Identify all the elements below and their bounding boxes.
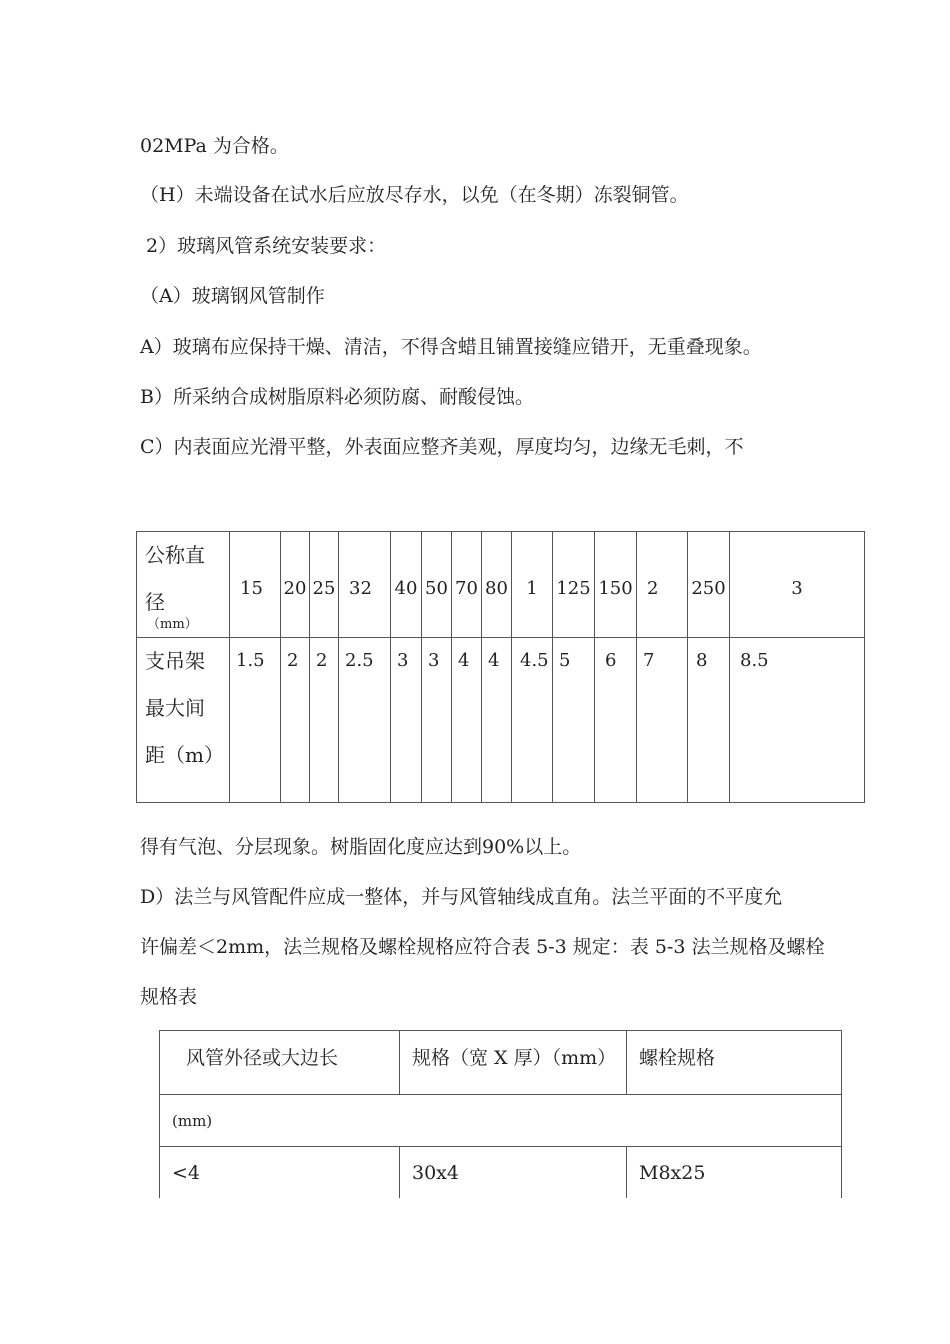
table-cell: <4 — [160, 1147, 400, 1199]
paragraph-line: 2）玻璃风管系统安装要求： — [146, 235, 387, 257]
spacing-cell: 8 — [688, 638, 730, 803]
diameter-cell: 25 — [310, 532, 339, 638]
header-unit: （mm） — [147, 617, 198, 632]
paragraph-line: D）法兰与风管配件应成一整体，并与风管轴线成直角。法兰平面的不平度允 — [140, 886, 783, 908]
support-spacing-table — [136, 531, 865, 803]
spacing-cell: 2 — [281, 638, 310, 803]
spacing-cell: 7 — [637, 638, 688, 803]
table-cell: M8x25 — [627, 1147, 842, 1199]
spacing-cell: 2 — [310, 638, 339, 803]
header-line: 最大间 — [145, 696, 205, 720]
spacing-cell: 8.5 — [730, 638, 865, 803]
diameter-cell: 70 — [452, 532, 482, 638]
support-spacing-header — [137, 638, 230, 803]
diameter-cell: 250 — [688, 532, 730, 638]
diameter-cell: 150 — [595, 532, 637, 638]
spacing-cell: 1.5 — [230, 638, 281, 803]
diameter-cell: 3 — [730, 532, 865, 638]
table-cell: 30x4 — [400, 1147, 627, 1199]
diameter-cell: 20 — [281, 532, 310, 638]
column-header: 螺栓规格 — [627, 1031, 842, 1095]
column-header: 规格（宽 X 厚）（mm） — [400, 1031, 627, 1095]
paragraph-line: A）玻璃布应保持干燥、清洁，不得含蜡且铺置接缝应错开，无重叠现象。 — [140, 336, 762, 358]
unit-cell: (mm) — [160, 1095, 842, 1147]
flange-table-unit-row — [160, 1095, 842, 1147]
spacing-cell: 5 — [553, 638, 595, 803]
diameter-cell: 40 — [391, 532, 422, 638]
spacing-cell: 4 — [452, 638, 482, 803]
header-line: 公称直 — [145, 543, 205, 567]
paragraph-line: B）所采纳合成树脂原料必须防腐、耐酸侵蚀。 — [140, 386, 534, 408]
diameter-cell: 2 — [637, 532, 688, 638]
diameter-cell: 50 — [422, 532, 452, 638]
support-spacing-row — [137, 638, 865, 803]
paragraph-line: 许偏差＜2mm，法兰规格及螺栓规格应符合表 5-3 规定：表 5-3 法兰规格及螺栓 — [140, 936, 825, 958]
header-line: 距（m） — [145, 743, 224, 767]
diameter-cell: 1 — [512, 532, 553, 638]
column-header: 风管外径或大边长 — [160, 1031, 400, 1095]
paragraph-line: （A）玻璃钢风管制作 — [140, 285, 325, 307]
nominal-diameter-header — [137, 532, 230, 638]
paragraph-line: 规格表 — [140, 986, 198, 1008]
diameter-cell: 80 — [482, 532, 512, 638]
paragraph-line: 得有气泡、分层现象。树脂固化度应达到90%以上。 — [140, 836, 582, 858]
diameter-cell: 15 — [230, 532, 281, 638]
table-row — [160, 1147, 842, 1199]
nominal-diameter-row — [137, 532, 865, 638]
spacing-cell: 3 — [422, 638, 452, 803]
paragraph-line: C）内表面应光滑平整，外表面应整齐美观，厚度均匀，边缘无毛刺，不 — [140, 436, 744, 458]
paragraph-line: （H）未端设备在试水后应放尽存水，以免（在冬期）冻裂铜管。 — [140, 184, 689, 206]
spacing-cell: 4 — [482, 638, 512, 803]
diameter-cell: 125 — [553, 532, 595, 638]
flange-spec-table — [159, 1030, 842, 1198]
spacing-cell: 3 — [391, 638, 422, 803]
flange-table-header-row — [160, 1031, 842, 1095]
spacing-cell: 4.5 — [512, 638, 553, 803]
spacing-cell: 6 — [595, 638, 637, 803]
spacing-cell: 2.5 — [339, 638, 391, 803]
diameter-cell: 32 — [339, 532, 391, 638]
header-line: 径 — [145, 590, 165, 614]
header-line: 支吊架 — [145, 649, 205, 673]
paragraph-line: 02MPa 为合格。 — [140, 135, 289, 157]
